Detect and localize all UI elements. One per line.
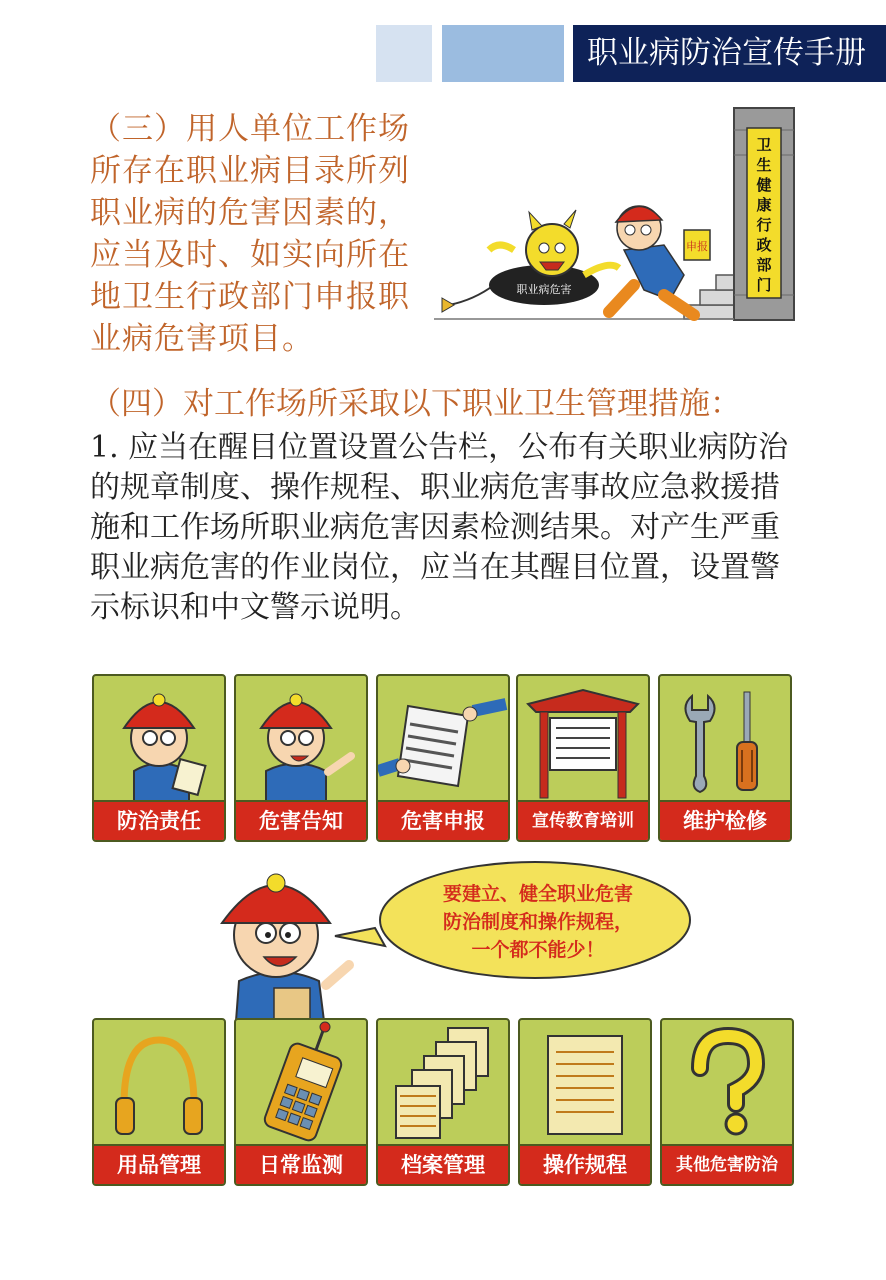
sign-char: 生: [756, 156, 772, 174]
archive-files-icon: [378, 1020, 508, 1146]
section3-line: 业病危害项目。: [90, 321, 314, 357]
declaration-illustration: [434, 100, 804, 325]
header-title: 职业病防治宣传手册: [573, 25, 886, 82]
bulletin-board-icon: [518, 676, 648, 802]
sign-char: 部: [756, 256, 772, 274]
sign-char: 行: [756, 216, 772, 234]
worker-clipboard-icon: [94, 676, 224, 802]
tile-operating-procedures: [518, 1018, 652, 1186]
section4-line: 施和工作场所职业病危害因素检测结果。对产生严重: [90, 510, 780, 545]
tile-label: 维护检修: [660, 800, 790, 840]
speech-text: [398, 880, 678, 964]
tile-education-training: [516, 674, 650, 842]
tile-label: 操作规程: [520, 1144, 650, 1184]
section3-line: 地卫生行政部门申报职: [90, 279, 410, 315]
tile-label: 宣传教育培训: [518, 800, 648, 840]
speech-line: 要建立、健全职业危害: [442, 883, 633, 905]
section3-line: 所存在职业病目录所列: [90, 153, 410, 189]
speech-line: 一个都不能少！: [471, 939, 605, 961]
tile-label: 危害申报: [378, 800, 508, 840]
sign-char: 卫: [756, 136, 772, 154]
monster-label: 职业病危害: [516, 283, 572, 296]
tile-label: 日常监测: [236, 1144, 366, 1184]
folder-label: 申报: [686, 240, 708, 253]
speech-line: 防治制度和操作规程，: [442, 911, 633, 933]
tile-daily-monitoring: [234, 1018, 368, 1186]
earmuffs-icon: [94, 1020, 224, 1146]
section4-line: 职业病危害的作业岗位，应当在其醒目位置，设置警: [90, 550, 780, 585]
hazard-monster: [442, 210, 619, 312]
section4-body: [90, 428, 810, 628]
tile-hazard-notification: [234, 674, 368, 842]
section3-line: 职业病的危害因素的，: [90, 195, 410, 231]
header-block-mid: [442, 25, 564, 82]
tile-other-hazard-prevention: [660, 1018, 794, 1186]
running-worker: [609, 206, 710, 315]
tile-label: 其他危害防治: [662, 1144, 792, 1184]
section4-heading: （四）对工作场所采取以下职业卫生管理措施：: [90, 386, 741, 422]
detector-device-icon: [236, 1020, 366, 1146]
procedure-document-icon: [520, 1020, 650, 1146]
section3-line: 应当及时、如实向所在: [90, 237, 410, 273]
wrench-screwdriver-icon: [660, 676, 790, 802]
tile-label: 防治责任: [94, 800, 224, 840]
tile-file-management: [376, 1018, 510, 1186]
document-hands-icon: [378, 676, 508, 802]
section4-line: 示标识和中文警示说明。: [90, 590, 420, 625]
section4-line: 1. 应当在醒目位置设置公告栏，公布有关职业病防治: [90, 430, 789, 465]
tile-maintenance: [658, 674, 792, 842]
tile-label: 用品管理: [94, 1144, 224, 1184]
tile-label: 档案管理: [378, 1144, 508, 1184]
sign-char: 康: [756, 196, 772, 214]
header-block-light: [376, 25, 432, 82]
worker-pointing-icon: [236, 676, 366, 802]
section3-text: [90, 108, 430, 360]
tile-protective-equipment: [92, 1018, 226, 1186]
tile-hazard-declaration: [376, 674, 510, 842]
sign-char: 门: [756, 276, 772, 294]
sign-char: 健: [756, 176, 772, 194]
section3-line: （三）用人单位工作场: [90, 111, 410, 147]
tile-label: 危害告知: [236, 800, 366, 840]
tile-prevention-responsibility: [92, 674, 226, 842]
question-mark-icon: [662, 1020, 792, 1146]
section4-line: 的规章制度、操作规程、职业病危害事故应急救援措: [90, 470, 780, 505]
sign-char: 政: [756, 236, 772, 254]
